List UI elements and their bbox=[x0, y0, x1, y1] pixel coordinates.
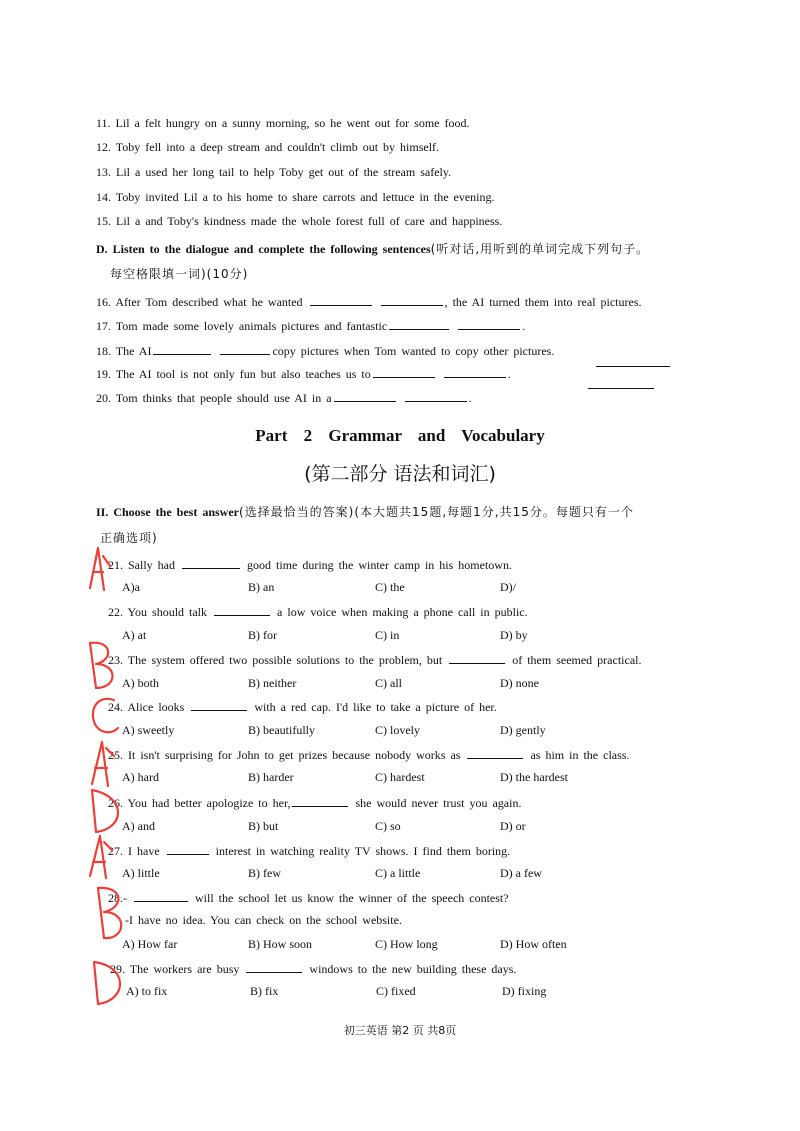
q28-option-d[interactable]: D) How often bbox=[500, 937, 567, 951]
q28-stem-a: 28.- bbox=[108, 891, 127, 905]
tf-item-11: 11. Lil a felt hungry on a sunny morning, so he went out for some food. bbox=[96, 116, 470, 130]
q24-stem-b: with a red cap. I'd like to take a picture of her. bbox=[254, 700, 497, 714]
q24-option-a[interactable]: A) sweetly bbox=[122, 723, 175, 737]
q26-option-c[interactable]: C) so bbox=[375, 819, 401, 833]
handwritten-answer-28 bbox=[98, 888, 121, 938]
q25-option-b[interactable]: B) harder bbox=[248, 770, 294, 784]
q21-option-d[interactable]: D)/ bbox=[500, 580, 516, 594]
q21-option-b[interactable]: B) an bbox=[248, 580, 275, 594]
q22-option-c[interactable]: C) in bbox=[375, 628, 400, 642]
q19-text-a: 19. The AI tool is not only fun but also teaches us to bbox=[96, 367, 371, 381]
part-2-title: Part 2 Grammar and Vocabulary bbox=[255, 426, 545, 445]
q23-option-a[interactable]: A) both bbox=[122, 676, 159, 690]
q27-option-b[interactable]: B) few bbox=[248, 866, 281, 880]
q29-option-d[interactable]: D) fixing bbox=[502, 984, 547, 998]
q29-stem-b: windows to the new building these days. bbox=[309, 962, 517, 976]
q25-stem-a: 25. It isn't surprising for John to get prizes because nobody works as bbox=[108, 748, 461, 762]
q23-option-d[interactable]: D) none bbox=[500, 676, 539, 690]
q21-stem-a: 21. Sally had bbox=[108, 558, 175, 572]
q25-option-c[interactable]: C) hardest bbox=[375, 770, 425, 784]
q16-text-a: 16. After Tom described what he wanted bbox=[96, 295, 303, 309]
q17-text-b: . bbox=[522, 319, 526, 333]
q28-stem-b: will the school let us know the winner of the speech contest? bbox=[195, 891, 509, 905]
q29-option-b[interactable]: B) fix bbox=[250, 984, 279, 998]
handwritten-answer-27 bbox=[90, 836, 112, 878]
q20-text-a: 20. Tom thinks that people should use AI in a bbox=[96, 391, 332, 405]
q24-option-c[interactable]: C) lovely bbox=[375, 723, 420, 737]
q19-text-b: . bbox=[507, 367, 511, 381]
q28-option-c[interactable]: C) How long bbox=[375, 937, 438, 951]
q27-option-c[interactable]: C) a little bbox=[375, 866, 421, 880]
q29-option-a[interactable]: A) to fix bbox=[126, 984, 168, 998]
q18-text-a: 18. The AI bbox=[96, 344, 152, 358]
q22-option-a[interactable]: A) at bbox=[122, 628, 147, 642]
tf-item-12: 12. Toby fell into a deep stream and couldn't climb out by himself. bbox=[96, 140, 440, 154]
tf-item-15: 15. Lil a and Toby's kindness made the whole forest full of care and happiness. bbox=[96, 214, 503, 228]
q26-option-d[interactable]: D) or bbox=[500, 819, 526, 833]
q26-stem-a: 26. You had better apologize to her, bbox=[108, 796, 291, 810]
q27-option-a[interactable]: A) little bbox=[122, 866, 160, 880]
q24-option-d[interactable]: D) gently bbox=[500, 723, 546, 737]
q27-stem-b: interest in watching reality TV shows. I find them boring. bbox=[215, 844, 511, 858]
q25-option-d[interactable]: D) the hardest bbox=[500, 770, 568, 784]
handwritten-answer-23 bbox=[90, 643, 113, 688]
q25-option-a[interactable]: A) hard bbox=[122, 770, 159, 784]
section-d-heading-cn2: 每空格限填一词)(10分) bbox=[110, 267, 249, 281]
handwritten-answer-24 bbox=[93, 699, 118, 732]
q26-option-a[interactable]: A) and bbox=[122, 819, 155, 833]
handwritten-answer-26 bbox=[92, 790, 118, 832]
q22-stem-a: 22. You should talk bbox=[108, 605, 208, 619]
q28-reply: -I have no idea. You can check on the school website. bbox=[125, 913, 402, 927]
q22-option-b[interactable]: B) for bbox=[248, 628, 277, 642]
q21-stem-b: good time during the winter camp in his hometown. bbox=[247, 558, 512, 572]
q26-option-b[interactable]: B) but bbox=[248, 819, 279, 833]
q20-text-b: . bbox=[468, 391, 472, 405]
q28-option-a[interactable]: A) How far bbox=[122, 937, 178, 951]
q29-stem-a: 29. The workers are busy bbox=[110, 962, 240, 976]
handwritten-answer-25 bbox=[92, 742, 114, 786]
q24-option-b[interactable]: B) beautifully bbox=[248, 723, 315, 737]
section-d-heading-en: D. Listen to the dialogue and complete the following sentences bbox=[96, 242, 431, 256]
q26-stem-b: she would never trust you again. bbox=[355, 796, 522, 810]
q23-stem-a: 23. The system offered two possible solutions to the problem, but bbox=[108, 653, 443, 667]
q24-stem-a: 24. Alice looks bbox=[108, 700, 185, 714]
handwritten-answer-29 bbox=[94, 962, 120, 1004]
q21-option-a[interactable]: A)a bbox=[122, 580, 140, 594]
q27-stem-a: 27. I have bbox=[108, 844, 160, 858]
part-2-subtitle: (第二部分 语法和词汇) bbox=[304, 463, 496, 485]
page-footer: 初三英语 第2 页 共8页 bbox=[343, 1024, 457, 1037]
tf-item-14: 14. Toby invited Lil a to his home to share carrots and lettuce in the evening. bbox=[96, 190, 495, 204]
q16-text-b: , the AI turned them into real pictures. bbox=[444, 295, 642, 309]
q28-option-b[interactable]: B) How soon bbox=[248, 937, 313, 951]
handwritten-answer-21 bbox=[90, 548, 110, 590]
section-ii-heading-cn2: 正确选项) bbox=[100, 531, 158, 545]
section-d-heading-cn: (听对话,用听到的单词完成下列句子。 bbox=[430, 242, 650, 256]
q17-text-a: 17. Tom made some lovely animals pictures and fantastic bbox=[96, 319, 388, 333]
q22-stem-b: a low voice when making a phone call in public. bbox=[277, 605, 528, 619]
q29-option-c[interactable]: C) fixed bbox=[376, 984, 416, 998]
q22-option-d[interactable]: D) by bbox=[500, 628, 528, 642]
tf-item-13: 13. Lil a used her long tail to help Toby get out of the stream safely. bbox=[96, 165, 452, 179]
q27-option-d[interactable]: D) a few bbox=[500, 866, 542, 880]
section-ii-heading-cn: (选择最恰当的答案)(本大题共15题,每题1分,共15分。每题只有一个 bbox=[239, 505, 634, 519]
q23-stem-b: of them seemed practical. bbox=[512, 653, 642, 667]
q23-option-b[interactable]: B) neither bbox=[248, 676, 297, 690]
q23-option-c[interactable]: C) all bbox=[375, 676, 402, 690]
q21-option-c[interactable]: C) the bbox=[375, 580, 405, 594]
q18-text-b: copy pictures when Tom wanted to copy other pictures. bbox=[272, 344, 555, 358]
q25-stem-b: as him in the class. bbox=[530, 748, 630, 762]
section-ii-heading-en: II. Choose the best answer bbox=[96, 505, 239, 519]
